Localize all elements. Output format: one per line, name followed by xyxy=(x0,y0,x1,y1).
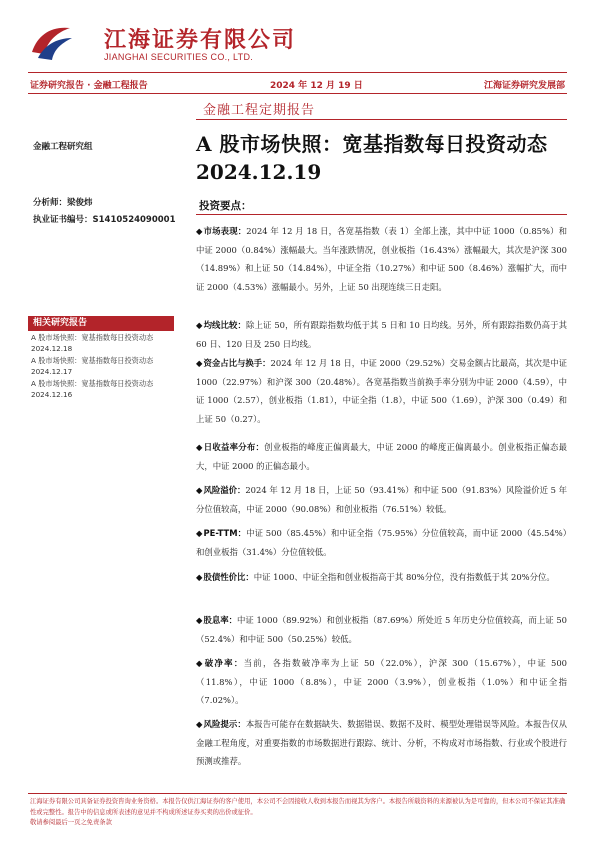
report-type-rule xyxy=(196,119,567,120)
certificate-number: 执业证书编号：S1410524090001 xyxy=(33,215,176,225)
key-point-text: 除上证 50，所有跟踪指数均低于其 5 日和 10 日均线。另外，所有跟踪指数仍高于其 60 日、120 日及 250 日均线。 xyxy=(196,320,567,349)
related-reports-panel xyxy=(28,316,174,400)
key-point xyxy=(196,568,567,587)
header-rule-top xyxy=(28,72,567,73)
key-point-text: 2024 年 12 月 18 日，中证 2000（29.52%）交易金额占比最高，其次是中证 1000（22.97%）和沪深 300（20.48%）。各宽基指数当前换手率分别为中证 2000（4.59），中证 1000（2.57），创业板指（1.81），中证全指（1.8），中证 500（1.69），沪深 300（0.49）和上证 50（0.27）。 xyxy=(196,358,567,424)
company-logo xyxy=(28,20,297,70)
key-point-text: 中证 1000、中证全指和创业板指高于其 80%分位，没有指数低于其 20%分位。 xyxy=(253,572,555,582)
related-reports-list xyxy=(28,330,174,400)
key-point xyxy=(196,524,567,561)
footer-disclaimer xyxy=(30,797,570,829)
key-point xyxy=(196,316,567,353)
department: 江海证券研究发展部 xyxy=(483,81,565,91)
key-point-lead: ◆ 资金占比与换手： xyxy=(196,358,271,368)
report-title: A 股市场快照：宽基指数每日投资动态 xyxy=(196,132,548,156)
key-point-text: 2024 年 12 月 18 日，上证 50（93.41%）和中证 500（91.83%）风险溢价近 5 年分位值较高，中证 2000（90.08%）和创业板指（76.51%）较低。 xyxy=(196,485,567,514)
disclaimer-text: 江海证券有限公司具备证券投资咨询业务资格。本报告仅供江海证券的客户使用，本公司不会因接收人收到本报告而视其为客户。本报告所载资料的来源被认为是可靠的，但本公司不保证其准确性或完整性。报告中的信息或所表述的意见并不构成所述证券买卖的出价或征价。 xyxy=(30,798,566,816)
key-point xyxy=(196,715,567,771)
key-point-text: 创业板指的峰度正偏离最大，中证 2000 的峰度正偏离最小。创业板指正偏态最大，中证 2000 的正偏态最小。 xyxy=(196,442,568,471)
logo-cn-text: 江海证券有限公司 xyxy=(104,27,297,53)
related-report-link[interactable]: A 股市场快照：宽基指数每日投资动态 2024.12.17 xyxy=(31,356,154,376)
key-point xyxy=(196,354,567,428)
key-point-text: 2024 年 12 月 18 日，各宽基指数（表 1）全部上涨，其中中证 1000（0.85%）和中证 2000（0.84%）涨幅最大。当年涨跌情况，创业板指（16.43%）涨幅最大，其次是沪深 300（14.89%）和上证 50（14.84%），中证全指（10.27%）和中证 500（8.46%）涨幅扩大，而中证 2000（4.53%）涨幅最小。另外，上证 50 出现连续三日走阳。 xyxy=(196,226,567,292)
report-category: 证券研究报告 · 金融工程报告 xyxy=(30,81,148,91)
key-point-text: 中证 1000（89.92%）和创业板指（87.69%）所处近 5 年历史分位值较高，而上证 50（52.4%）和中证 500（50.25%）较低。 xyxy=(196,615,567,644)
key-point-lead: ◆ 股债性价比： xyxy=(196,572,254,582)
key-point xyxy=(196,481,567,518)
analyst: 分析师：梁俊炜 xyxy=(33,198,93,208)
header-rule-bottom xyxy=(28,93,567,94)
report-type: 金融工程定期报告 xyxy=(203,103,316,118)
key-point-text: 本报告可能存在数据缺失、数据错误、数据不及时、模型处理错误等风险。本报告仅从金融工程角度，对重要指数的市场数据进行跟踪、统计、分析，不构成对市场指数、行业或个股进行预测或推荐。 xyxy=(196,719,568,767)
key-point-lead: ◆ 均线比较： xyxy=(196,320,246,330)
key-point xyxy=(196,222,567,296)
footer-rule xyxy=(28,793,567,794)
logo-mark-icon xyxy=(28,22,74,62)
related-reports-heading: 相关研究报告 xyxy=(28,316,174,330)
key-point-lead: ◆ PE-TTM： xyxy=(196,528,246,538)
key-point-text: 当前，各指数破净率为上证 50（22.0%），沪深 300（15.67%），中证 500（11.8%），中证 1000（8.8%），中证 2000（3.9%），创业板指（1.0%）和中证全指（7.02%）。 xyxy=(196,658,567,706)
logo-en-text: JIANGHAI SECURITIES CO., LTD. xyxy=(104,52,254,62)
key-point xyxy=(196,654,567,710)
key-point xyxy=(196,611,567,648)
key-point-lead: ◆ 破净率： xyxy=(196,658,244,668)
related-report-link[interactable]: A 股市场快照：宽基指数每日投资动态 2024.12.18 xyxy=(31,333,154,353)
key-point-lead: ◆ 日收益率分布： xyxy=(196,442,264,452)
key-point-lead: ◆ 股息率： xyxy=(196,615,237,625)
key-point xyxy=(196,438,567,475)
related-report-link[interactable]: A 股市场快照：宽基指数每日投资动态 2024.12.16 xyxy=(31,379,154,399)
key-point-lead: ◆ 风险提示： xyxy=(196,719,246,729)
disclaimer-link[interactable]: 敬请参阅最后一页之免责条款 xyxy=(30,819,112,826)
header-bar xyxy=(28,75,567,93)
report-date: 2024 年 12 月 19 日 xyxy=(270,81,363,91)
key-point-lead: ◆ 风险溢价： xyxy=(196,485,245,495)
key-point-lead: ◆ 市场表现： xyxy=(196,226,246,236)
summary-heading: 投资要点： xyxy=(199,200,252,212)
research-group: 金融工程研究组 xyxy=(33,142,93,152)
report-title-date: 2024.12.19 xyxy=(196,160,322,184)
key-point-text: 中证 500（85.45%）和中证全指（75.95%）分位值较高，而中证 2000（45.54%）和创业板指（31.4%）分位值较低。 xyxy=(196,528,567,557)
summary-rule xyxy=(196,214,567,215)
